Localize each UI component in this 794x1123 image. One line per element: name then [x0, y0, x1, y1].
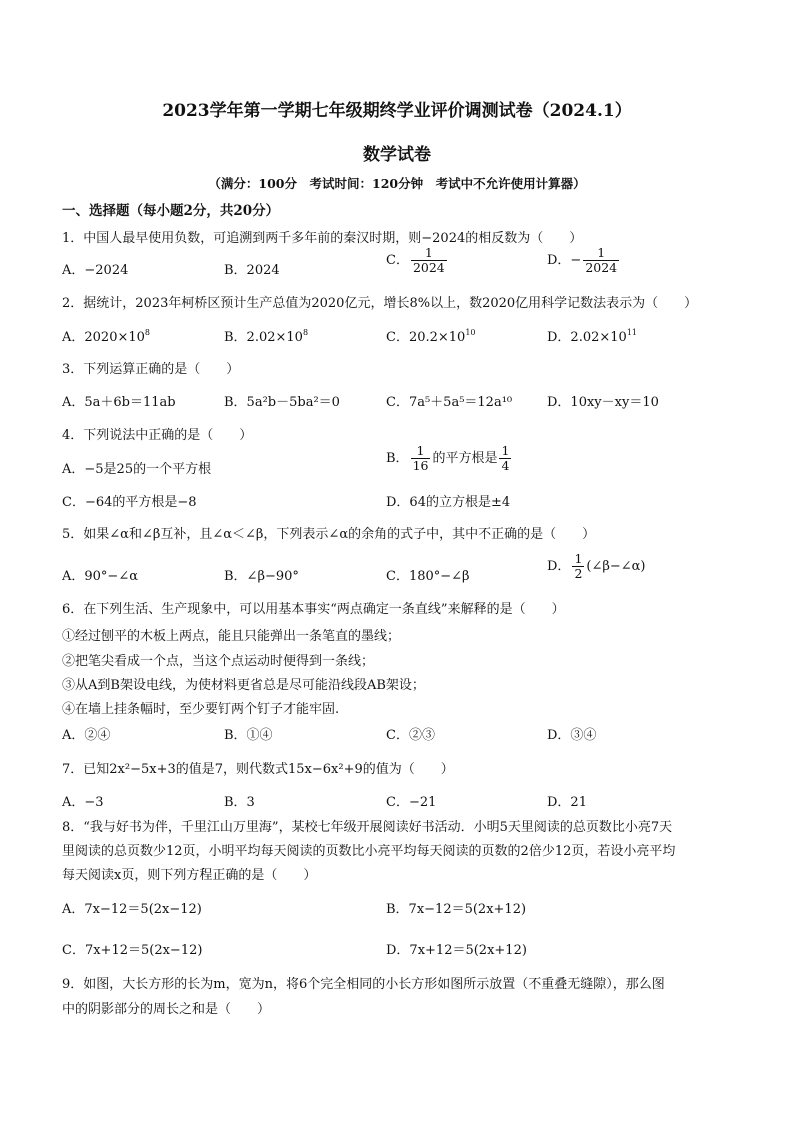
question-4: 4．下列说法中正确的是（ ） [62, 428, 253, 443]
q1-option-b: B．2024 [224, 263, 280, 278]
question-2: 2．据统计，2023年柯桥区预计生产总值为2020亿元，增长8%以上，数2020亿用科学记数法表示为（ ） [62, 296, 698, 311]
fraction: $\frac{1}{2024}$ [585, 245, 618, 275]
question-8-line: 每天阅读x页，则下列方程正确的是（ ） [62, 868, 317, 883]
question-5: 5．如果∠α和∠β互补，且∠α＜∠β，下列表示∠α的余角的式子中，其中不正确的是（ ） [62, 527, 596, 542]
q7-option-d: D．21 [547, 795, 587, 810]
fraction: $\frac{1}{16}$ [412, 443, 429, 473]
q3-option-b: B．5a²b－5ba²＝0 [224, 395, 340, 410]
q7-option-b: B．3 [224, 795, 255, 810]
q2-option-c: C．$20.2\times 10^{10}$ [386, 328, 476, 345]
question-3: 3．下列运算正确的是（ ） [62, 362, 240, 377]
q6-option-b: B．①④ [224, 728, 273, 743]
q3-option-a: A．5a＋6b＝11ab [62, 395, 176, 410]
exam-info: （满分：100分 考试时间：120分钟 考试中不允许使用计算器） [208, 176, 586, 191]
q4-option-b: B． $\frac{1}{16}$ 的平方根是 $\frac{1}{4}$ [386, 443, 510, 473]
section-heading: 一、选择题（每小题2分，共20分） [62, 203, 280, 219]
q3-option-d: D．10xy－xy＝10 [547, 395, 659, 410]
q4-option-d: D．64的立方根是±4 [386, 495, 511, 510]
q1-option-c: C． $\frac{1}{2024}$ [386, 245, 445, 275]
question-6: 6．在下列生活、生产现象中，可以用基本事实“两点确定一条直线”来解释的是（ ） [62, 602, 565, 617]
q6-option-d: D．③④ [547, 728, 597, 743]
q5-option-c: C．180°−∠β [386, 569, 470, 584]
q2-option-b: B．$2.02\times 10^8$ [224, 328, 309, 345]
q6-option-c: C．②③ [386, 728, 435, 743]
q5-option-d: D． $\frac{1}{2}$ (∠β−∠α) [547, 551, 646, 581]
fraction: $\frac{1}{4}$ [501, 443, 510, 473]
q3-option-c: C．7a⁵＋5a⁵＝12a¹⁰ [386, 395, 513, 410]
q8-option-d: D．7x+12＝5(2x+12) [386, 943, 527, 958]
exam-subtitle: 数学试卷 [363, 145, 431, 165]
q1-option-a: A．−2024 [62, 263, 129, 278]
q5-option-b: B．∠β−90° [224, 569, 299, 584]
exam-title: 2023学年第一学期七年级期终学业评价调测试卷（2024.1） [162, 101, 632, 121]
q6-option-a: A．②④ [62, 728, 111, 743]
q2-option-a: A．$2020\times 10^8$ [62, 328, 151, 345]
q7-option-c: C．−21 [386, 795, 437, 810]
q8-option-c: C．7x+12＝5(2x−12) [62, 943, 203, 958]
q8-option-b: B．7x−12＝5(2x+12) [386, 902, 527, 917]
q7-option-a: A．−3 [62, 795, 104, 810]
q8-option-a: A．7x−12＝5(2x−12) [62, 902, 202, 917]
question-8-line: 8．“我与好书为伴，千里江山万里海”，某校七年级开展阅读好书活动．小明5天里阅读的总页数比小亮7天 [62, 820, 673, 835]
question-9-line: 中的阴影部分的周长之和是（ ） [62, 1002, 271, 1017]
question-9-line: 9．如图，大长方形的长为m，宽为n，将6个完全相同的小长方形如图所示放置（不重叠无缝隙），那么图 [62, 977, 665, 992]
question-1: 1．中国人最早使用负数，可追溯到两千多年前的秦汉时期，则−2024的相反数为（ ） [62, 231, 583, 246]
q4-option-c: C．−64的平方根是−8 [62, 495, 197, 510]
q5-option-a: A．90°−∠α [62, 569, 138, 584]
q6-statement: ②把笔尖看成一个点，当这个点运动时便得到一条线； [62, 654, 375, 669]
q4-option-a: A．−5是25的一个平方根 [62, 462, 212, 477]
q6-statement: ①经过刨平的木板上两点，能且只能弹出一条笔直的墨线； [62, 629, 401, 644]
q2-option-d: D．$2.02\times 10^{11}$ [547, 328, 637, 345]
fraction: $\frac{1}{2}$ [574, 551, 583, 581]
question-8-line: 里阅读的总页数少12页，小明平均每天阅读的页数比小亮平均每天阅读的页数的2倍少12页，若设小亮平均 [62, 844, 676, 859]
question-7: 7．已知2x²−5x+3的值是7，则代数式15x−6x²+9的值为（ ） [62, 762, 454, 777]
q1-option-d: D．− $\frac{1}{2024}$ [547, 245, 618, 275]
q6-statement: ④在墙上挂条幅时，至少要钉两个钉子才能牢固. [62, 702, 340, 717]
q6-statement: ③从A到B架设电线，为使材料更省总是尽可能沿线段AB架设； [62, 678, 425, 693]
fraction: $\frac{1}{2024}$ [412, 245, 445, 275]
